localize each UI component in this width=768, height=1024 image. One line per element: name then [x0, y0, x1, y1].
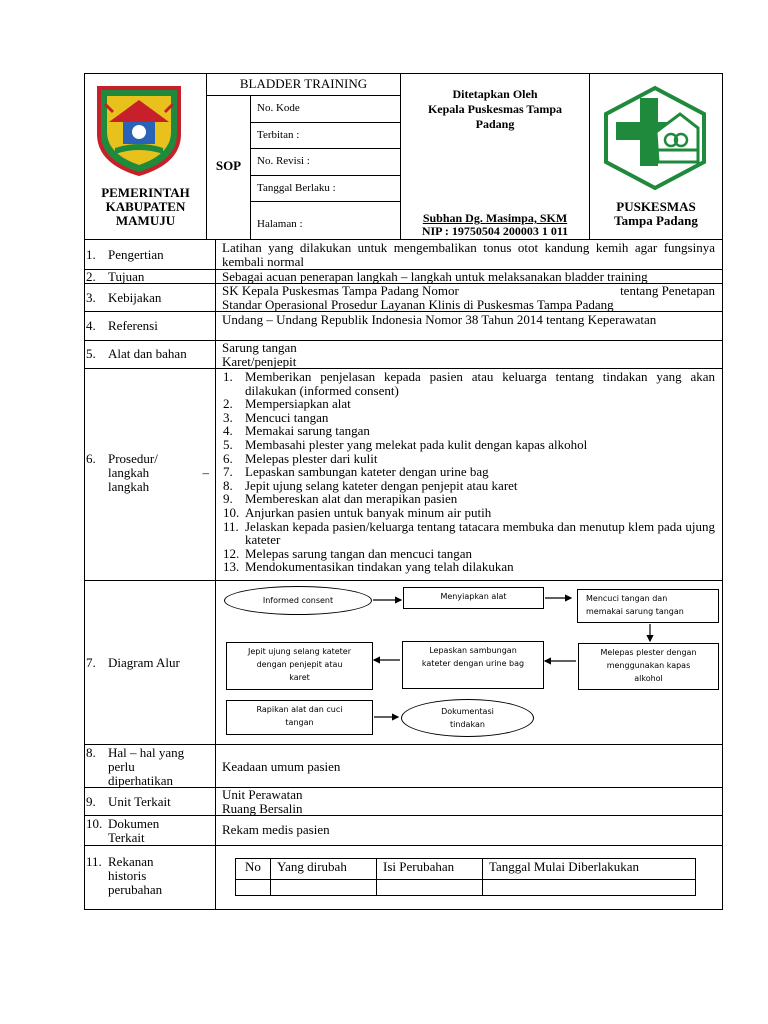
row-tujuan: [85, 270, 722, 284]
unit-list: [222, 788, 715, 815]
node-label: Menyiapkan alat: [440, 592, 507, 601]
node-label-line: menggunakan kapas: [606, 661, 691, 670]
row-label-text: Pengertian: [108, 247, 164, 262]
row-number: 1.: [86, 247, 96, 262]
puskesmas-name: [590, 200, 722, 228]
node-label: Informed consent: [262, 596, 334, 605]
referensi-text: Undang – Undang Republik Indonesia Nomor 38 Tahun 2014 tentang Keperawatan: [222, 312, 657, 327]
step-text: Melepas sarung tangan dan mencuci tangan: [245, 545, 473, 561]
history-table: [235, 858, 696, 896]
kebijakan-text: [222, 284, 715, 311]
step-number: 9.: [223, 491, 233, 507]
node-dokumentasi: [401, 699, 534, 737]
row-label-text: [108, 817, 209, 845]
signer-nip: NIP : 19750504 200003 1 011: [421, 224, 569, 238]
row-diagram: [85, 581, 722, 745]
row-number: 8.: [86, 745, 96, 760]
node-lepaskan-sambungan: [402, 641, 544, 689]
node-label-line: memakai sarung tangan: [586, 607, 684, 616]
row-hal: [85, 745, 722, 788]
history-cell: [236, 880, 271, 896]
history-empty-row: [236, 880, 696, 896]
step-number: 1.: [223, 369, 233, 384]
node-label: [441, 705, 494, 731]
puskesmas-logo-icon: [600, 84, 710, 192]
kabupaten-emblem-icon: [93, 82, 185, 176]
node-label-line: Rapikan alat dan cuci: [256, 705, 343, 714]
unit-item: Ruang Bersalin: [222, 800, 303, 816]
puskesmas-line-1: PUSKESMAS: [616, 199, 696, 214]
row-number: 3.: [86, 290, 96, 305]
node-label-line: Mencuci tangan dan: [586, 594, 668, 603]
node-label-line: alkohol: [634, 674, 663, 683]
kebijakan-line-1b: tentang Penetapan: [620, 283, 715, 298]
history-col-no: No: [236, 859, 271, 880]
node-label: [586, 592, 684, 618]
node-menyiapkan-alat: [403, 587, 544, 609]
step-number: 13.: [223, 559, 240, 575]
row-label: [85, 745, 216, 787]
step-number: 12.: [223, 545, 240, 561]
label-line: Rekanan: [108, 854, 154, 869]
row-label-text: Tujuan: [108, 269, 145, 284]
unit-item: Unit Perawatan: [222, 787, 303, 802]
row-label-text: Alat dan bahan: [108, 346, 187, 361]
row-label: [85, 270, 216, 283]
step-item: [216, 370, 715, 397]
alat-item: Sarung tangan: [222, 340, 297, 355]
node-melepas-plester: [578, 643, 719, 690]
row-number: 9.: [86, 794, 96, 809]
step-number: 6.: [223, 450, 233, 466]
node-label-line: dengan penjepit atau: [256, 660, 343, 669]
node-label: [248, 645, 351, 684]
sop-title: BLADDER TRAINING: [207, 74, 400, 96]
row-label: [85, 846, 216, 910]
node-jepit-ujung: [226, 642, 373, 690]
steps-list: [216, 370, 715, 574]
step-number: 2.: [223, 396, 233, 412]
label-line: Dokumen: [108, 816, 160, 831]
alat-item: Karet/penjepit: [222, 353, 297, 369]
label-line: diperhatikan: [108, 773, 173, 788]
row-label: [85, 581, 216, 744]
history-cell: [483, 880, 696, 896]
label-line: Hal – hal yang: [108, 745, 185, 760]
node-rapikan-alat: [226, 700, 373, 735]
node-label: [600, 646, 696, 685]
alat-list: [222, 341, 715, 368]
step-text: Membasahi plester yang melekat pada kulit dengan kapas alkohol: [245, 436, 588, 452]
approval-line-3: Padang: [475, 117, 515, 131]
step-item: [216, 506, 715, 520]
row-label-text: Unit Terkait: [108, 794, 171, 809]
approval-line-2: Kepala Puskesmas Tampa: [427, 102, 563, 116]
step-text: Membereskan alat dan merapikan pasien: [245, 491, 458, 507]
step-item: [216, 492, 715, 506]
sop-meta-cell: [207, 74, 401, 239]
node-mencuci-tangan: [577, 589, 719, 623]
step-text: Jepit ujung selang kateter dengan penjepit atau karet: [245, 477, 518, 493]
node-label-line: tangan: [285, 718, 314, 727]
step-number: 3.: [223, 409, 233, 425]
approval-cell: [401, 74, 590, 239]
node-label-line: Melepas plester dengan: [600, 648, 697, 657]
row-number: 6.: [86, 451, 96, 466]
row-alat: [85, 341, 722, 369]
step-item: [216, 465, 715, 479]
row-number: 5.: [86, 346, 96, 361]
step-item: [216, 424, 715, 438]
pengertian-text: Latihan yang dilakukan untuk mengembalikan tonus otot kandung kemih agar fungsinya kembali normal: [222, 240, 715, 269]
step-item: [216, 520, 715, 547]
node-label-line: Dokumentasi: [441, 707, 494, 716]
row-label: [85, 369, 216, 580]
step-text: Mencuci tangan: [245, 409, 329, 425]
history-col-isi-perubahan: Isi Perubahan: [377, 859, 483, 880]
step-text: Memberikan penjelasan kepada pasien atau keluarga tentang tindakan yang akan dilakukan (informed consent): [245, 369, 715, 398]
step-item: [216, 397, 715, 411]
meta-no-revisi: No. Revisi :: [251, 149, 400, 176]
approval-line-1: Ditetapkan Oleh: [452, 87, 538, 101]
row-label-text: [108, 452, 209, 494]
node-label-line: tindakan: [450, 720, 485, 729]
row-label: [85, 341, 216, 368]
kebijakan-line-2: Standar Operasional Prosedur Layanan Klinis di Puskesmas Tampa Padang: [222, 296, 614, 312]
label-dash: –: [202, 465, 209, 480]
tujuan-text: Sebagai acuan penerapan langkah – langkah untuk melaksanakan bladder training: [222, 269, 648, 284]
row-label: [85, 816, 216, 845]
meta-terbitan: Terbitan :: [251, 123, 400, 150]
row-number: 7.: [86, 655, 96, 670]
meta-no-kode: No. Kode: [251, 96, 400, 123]
step-item: [216, 438, 715, 452]
step-text: Memakai sarung tangan: [245, 423, 370, 439]
label-line: Prosedur/: [108, 451, 158, 466]
step-item: [216, 452, 715, 466]
row-rekanan: [85, 846, 722, 910]
row-number: 10.: [86, 816, 103, 831]
label-line: [108, 466, 209, 480]
step-number: 4.: [223, 423, 233, 439]
node-label-line: karet: [289, 673, 310, 682]
puskesmas-line-2: Tampa Padang: [614, 213, 698, 228]
step-number: 8.: [223, 477, 233, 493]
row-label: [85, 788, 216, 815]
step-text: Jelaskan kepada pasien/keluarga tentang tatacara membuka dan menutup klem pada ujung kateter: [245, 518, 715, 548]
meta-halaman: Halaman :: [257, 218, 303, 231]
row-label-text: Diagram Alur: [108, 655, 180, 670]
row-referensi: [85, 312, 722, 341]
dokumen-text: Rekam medis pasien: [222, 822, 330, 837]
step-item: [216, 479, 715, 493]
label-word: langkah: [108, 465, 150, 480]
row-pengertian: [85, 240, 722, 270]
row-number: 11.: [86, 854, 102, 869]
row-number: 4.: [86, 318, 96, 333]
row-label-text: [108, 855, 209, 897]
kabupaten-line-2: KABUPATEN: [105, 199, 186, 214]
step-item: [216, 411, 715, 425]
meta-tanggal-berlaku: Tanggal Berlaku :: [251, 176, 400, 203]
label-line: historis: [108, 868, 147, 883]
history-cell: [377, 880, 483, 896]
row-dokumen: [85, 816, 722, 846]
node-label-line: Lepaskan sambungan: [429, 646, 517, 655]
kebijakan-line-1a: SK Kepala Puskesmas Tampa Padang Nomor: [222, 283, 459, 298]
approval-heading: [401, 87, 589, 132]
kabupaten-line-1: PEMERINTAH: [101, 185, 190, 200]
puskesmas-cell: [590, 74, 722, 239]
label-line: perlu: [108, 759, 135, 774]
row-number: 2.: [86, 269, 96, 284]
history-col-yang-dirubah: Yang dirubah: [271, 859, 377, 880]
row-label-text: Referensi: [108, 318, 158, 333]
step-item: [216, 560, 715, 574]
sop-header: [85, 74, 722, 240]
label-line: langkah: [108, 479, 150, 494]
history-col-tanggal: Tanggal Mulai Diberlakukan: [483, 859, 696, 880]
step-text: Anjurkan pasien untuk banyak minum air putih: [245, 504, 492, 520]
signer-name: Subhan Dg. Masimpa, SKM: [422, 211, 568, 225]
row-label-text: [108, 746, 209, 788]
step-text: Mempersiapkan alat: [245, 396, 351, 412]
step-text: Mendokumentasikan tindakan yang telah dilakukan: [245, 559, 514, 575]
node-label: [257, 703, 343, 729]
row-label-text: Kebijakan: [108, 290, 162, 305]
node-informed-consent: [224, 586, 372, 615]
kabupaten-line-3: MAMUJU: [115, 213, 176, 228]
row-label: [85, 312, 216, 340]
sop-label: SOP: [207, 96, 251, 239]
step-number: 5.: [223, 436, 233, 452]
step-item: [216, 547, 715, 561]
kabupaten-cell: [85, 74, 207, 239]
node-label-line: Jepit ujung selang kateter: [247, 647, 352, 656]
label-line: Terkait: [108, 830, 145, 845]
row-prosedur: [85, 369, 722, 581]
node-label-line: kateter dengan urine bag: [421, 659, 525, 668]
history-cell: [271, 880, 377, 896]
history-header-row: [236, 859, 696, 880]
hal-text: Keadaan umum pasien: [222, 759, 341, 774]
kabupaten-name: [85, 186, 206, 228]
row-label: [85, 284, 216, 311]
node-label: [422, 644, 524, 670]
prosedur-steps: [216, 370, 715, 574]
label-line: perubahan: [108, 882, 163, 897]
step-number: 10.: [223, 504, 240, 520]
row-unit: [85, 788, 722, 816]
step-number: 7.: [223, 464, 233, 480]
step-text: Lepaskan sambungan kateter dengan urine bag: [245, 464, 489, 480]
step-text: Melepas plester dari kulit: [245, 450, 378, 466]
sop-meta-rows: [251, 96, 400, 238]
flow-diagram: [216, 581, 722, 745]
row-label: [85, 240, 216, 269]
sop-document: [84, 73, 723, 910]
step-number: 11.: [223, 518, 239, 534]
kebijakan-line-1: [222, 284, 715, 298]
row-kebijakan: [85, 284, 722, 312]
